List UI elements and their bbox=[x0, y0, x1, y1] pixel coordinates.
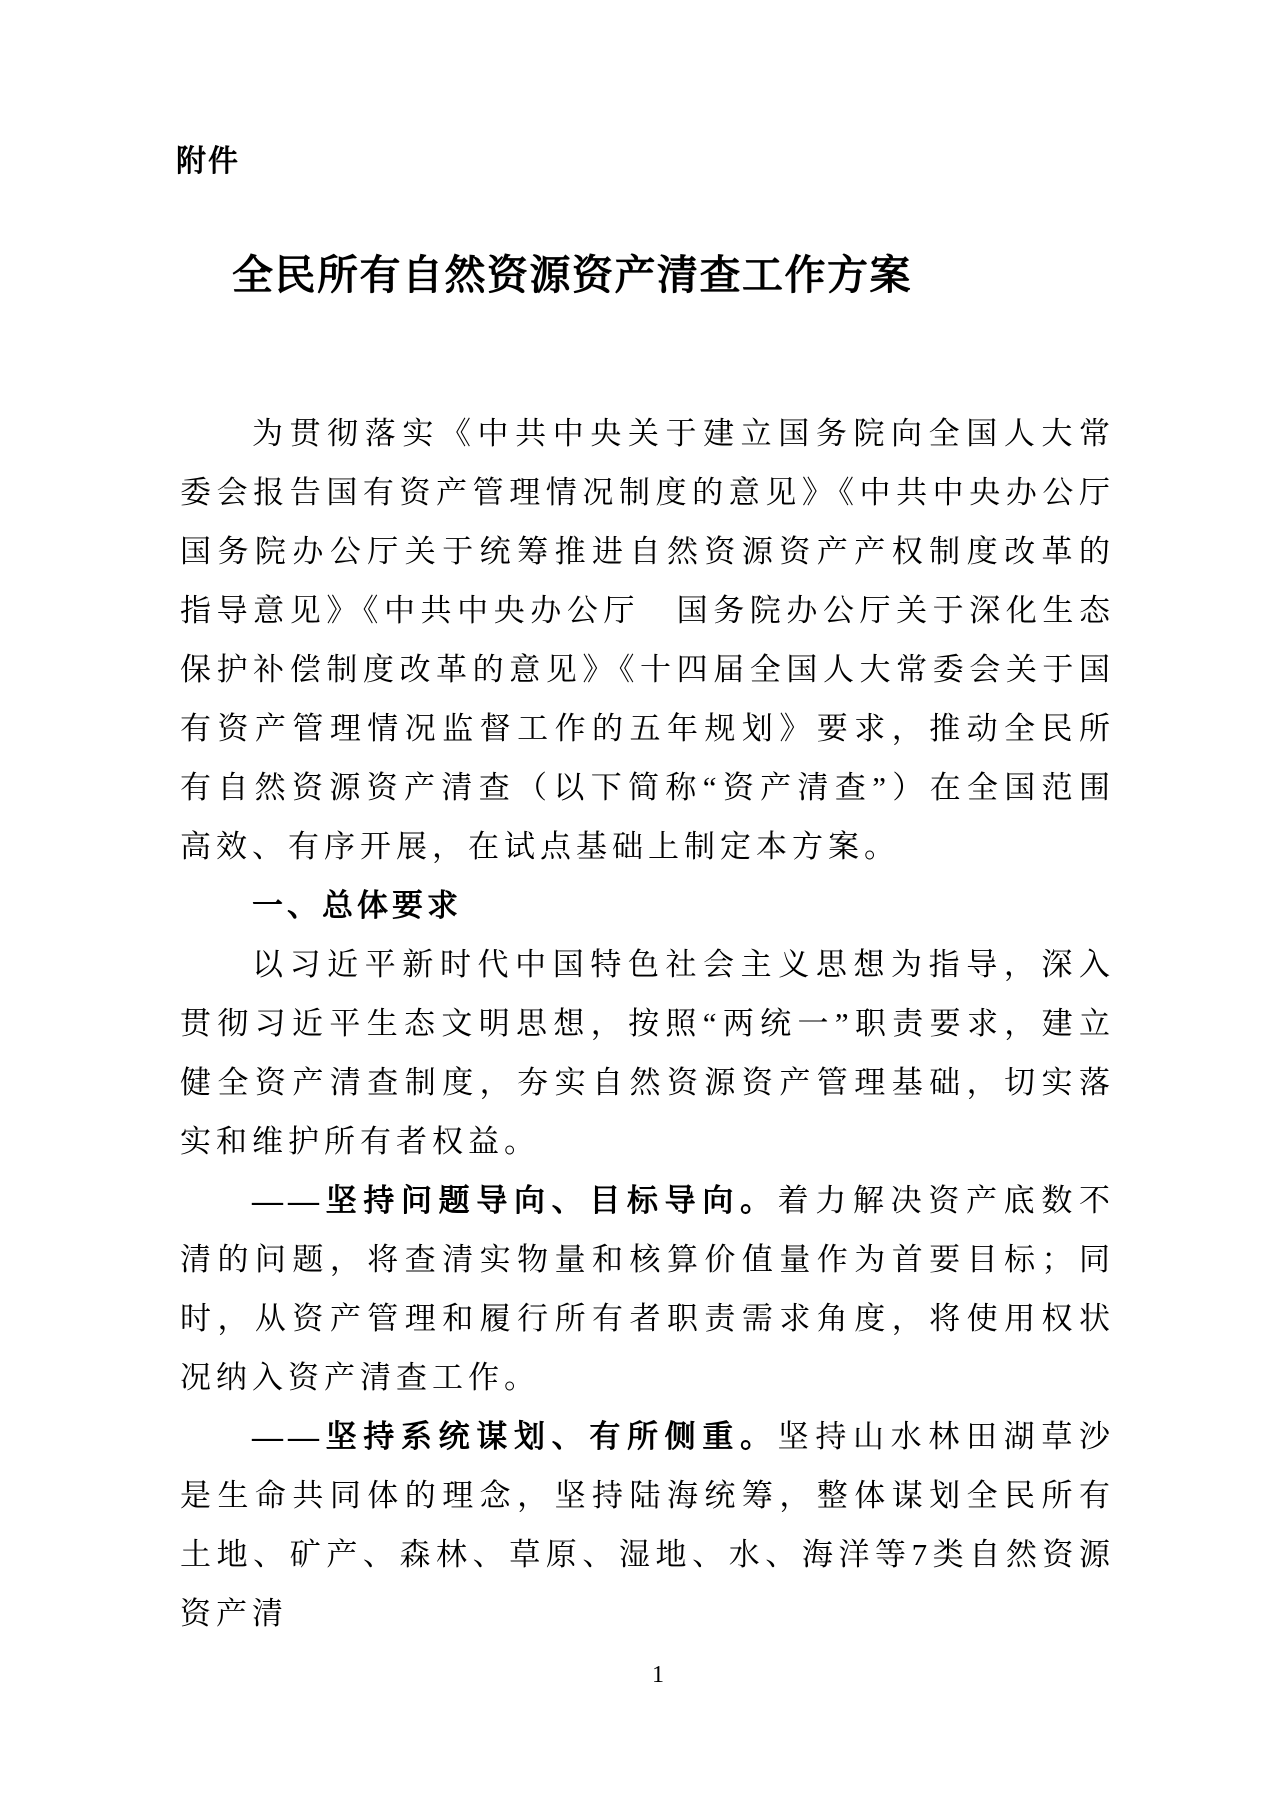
section-heading-overall-requirements: 一、总体要求 bbox=[252, 888, 462, 923]
paragraph-rest-problem-orientation: 着力解决资产底数不清的问题，将查清实物量和核算价值量作为首要目标；同时，从资产管理和履行所有者职责需求角度，将使用权状况纳入资产清查工作。 bbox=[180, 1183, 1116, 1395]
document-title: 全民所有自然资源资产清查工作方案 bbox=[232, 252, 912, 298]
paragraph-lead-problem-orientation: ——坚持问题导向、目标导向。 bbox=[252, 1183, 778, 1218]
paragraph-rest-systematic-planning: 坚持山水林田湖草沙是生命共同体的理念，坚持陆海统筹，整体谋划全民所有土地、矿产、森林、草原、湿地、水、海洋等7类自然资源资产清 bbox=[180, 1419, 1116, 1631]
page-number: 1 bbox=[652, 1662, 664, 1688]
paragraph-guiding-ideology: 以习近平新时代中国特色社会主义思想为指导，深入贯彻习近平生态文明思想，按照“两统一”职责要求，建立健全资产清查制度，夯实自然资源资产管理基础，切实落实和维护所有者权益。 bbox=[180, 947, 1115, 1159]
attachment-label: 附件 bbox=[176, 145, 240, 178]
paragraph-systematic-planning bbox=[180, 1407, 1115, 1643]
paragraph-lead-systematic-planning: ——坚持系统谋划、有所侧重。 bbox=[252, 1419, 778, 1454]
document-body bbox=[180, 404, 1151, 1643]
paragraph-problem-orientation bbox=[180, 1171, 1115, 1407]
paragraph-intro: 为贯彻落实《中共中央关于建立国务院向全国人大常委会报告国有资产管理情况制度的意见》《中共中央办公厅 国务院办公厅关于统筹推进自然资源资产产权制度改革的指导意见》《中共中央办公厅 国务院办公厅关于深化生态保护补偿制度改革的意见》《十四届全国人大常委会关于国有资产管理情况监督工作的五年规划》要求，推动全民所有自然资源资产清查（以下简称“资产清查”）在全国范围高效、有序开展，在试点基础上制定本方案。 bbox=[180, 416, 1151, 864]
